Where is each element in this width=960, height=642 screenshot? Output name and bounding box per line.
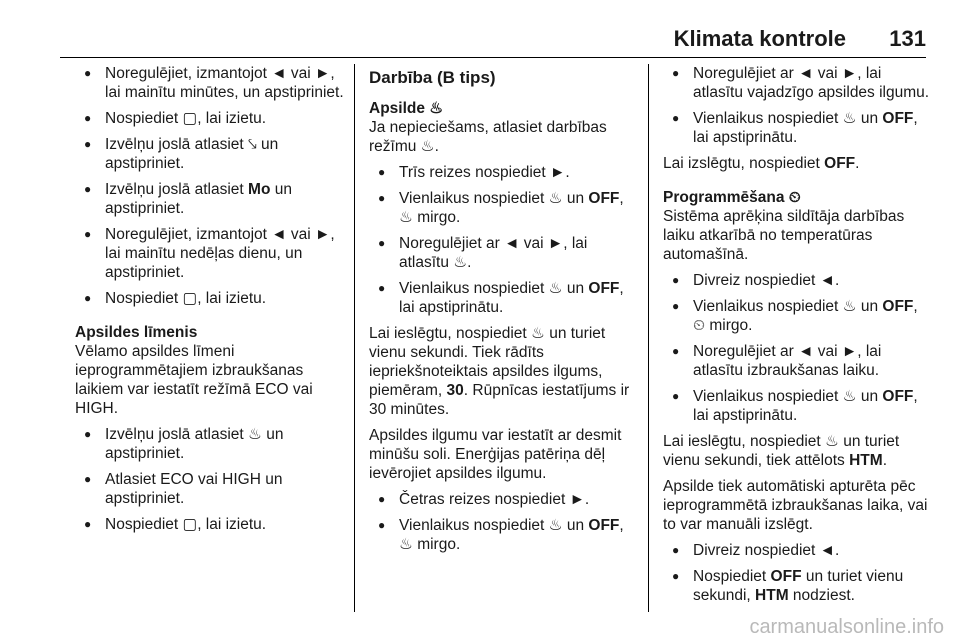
- paragraph: Ja nepieciešams, atlasiet darbības režīmu ♨.: [369, 119, 607, 155]
- column-2: [369, 64, 639, 561]
- header-rule: [60, 57, 926, 58]
- list-item: ● Nospiediet ▢, lai izietu.: [75, 515, 345, 534]
- list-item: ● Noregulējiet ar ◄ vai ►, lai atlasītu izbraukšanas laiku.: [663, 342, 933, 380]
- section-heading-heating: Apsilde ♨: [369, 100, 444, 117]
- paragraph: Lai ieslēgtu, nospiediet ♨ un turiet vienu sekundi. Tiek rādīts iepriekšnoteiktais apsildes ilgums,: [369, 325, 606, 380]
- list-item: ● Noregulējiet, izmantojot ◄ vai ►, lai mainītu minūtes, un apstipriniet.: [75, 64, 345, 102]
- mo-label: Mo: [248, 181, 271, 198]
- list-item: ● Vienlaikus nospiediet ♨ un OFF, lai apstiprinātu.: [663, 109, 933, 147]
- paragraph: Lai izslēgtu, nospiediet OFF.: [663, 155, 860, 172]
- page-number: 131: [889, 26, 926, 51]
- list-item: ● Izvēlņu joslā atlasiet ⤥ un apstipriniet.: [75, 135, 345, 173]
- page-header: [60, 0, 926, 60]
- paragraph: Apsilde tiek automātiski apturēta pēc ieprogrammētā izbraukšanas laika, vai to var manuāli izslēgt.: [663, 478, 928, 533]
- list-item: ● Divreiz nospiediet ◄.: [663, 541, 933, 560]
- list-item: ● Nospiediet ▢, lai izietu.: [75, 109, 345, 128]
- list-item: ● Vienlaikus nospiediet ♨ un OFF, ⏲ mirgo.: [663, 297, 933, 335]
- list-item: ● Izvēlņu joslā atlasiet Mo un apstipriniet.: [75, 180, 345, 218]
- list-item: ● Četras reizes nospiediet ►.: [369, 490, 639, 509]
- section-heading-heating-level: Apsildes līmenis: [75, 324, 198, 341]
- list-item: ● Nospiediet ▢, lai izietu.: [75, 289, 345, 308]
- list-item: ● Trīs reizes nospiediet ►.: [369, 163, 639, 182]
- list-item: ● Vienlaikus nospiediet ♨ un OFF, ♨ mirgo.: [369, 516, 639, 554]
- section-title-operation-b: Darbība (B tips): [369, 68, 496, 87]
- list-item: ● Noregulējiet ar ◄ vai ►, lai atlasītu vajadzīgo apsildes ilgumu.: [663, 64, 933, 102]
- page-title: Klimata kontrole: [673, 26, 846, 51]
- list-item: ● Izvēlņu joslā atlasiet ♨ un apstipriniet.: [75, 425, 345, 463]
- section-heading-programming: Programmēšana ⏲: [663, 189, 801, 206]
- column-1: [75, 64, 345, 541]
- list-item: ● Vienlaikus nospiediet ♨ un OFF, lai apstiprinātu.: [663, 387, 933, 425]
- paragraph: Vēlamo apsildes līmeni ieprogrammētajiem izbraukšanas laikiem var iestatīt režīmā ECO vai HIGH.: [75, 343, 313, 417]
- paragraph: piemēram, 30. Rūpnīcas iestatījums ir 30 minūtes.: [369, 382, 630, 418]
- list-item: ● Vienlaikus nospiediet ♨ un OFF, ♨ mirgo.: [369, 189, 639, 227]
- column-3: [663, 64, 933, 612]
- list-item: ● Noregulējiet, izmantojot ◄ vai ►, lai mainītu nedēļas dienu, un apstipriniet.: [75, 225, 345, 282]
- watermark-text: carmanualsonline.info: [749, 616, 944, 638]
- paragraph: Apsildes ilgumu var iestatīt ar desmit minūšu soli. Enerģijas patēriņa dēļ ievērojiet apsildes ilgumu.: [369, 427, 622, 482]
- column-divider-right: [648, 64, 649, 612]
- paragraph: Lai ieslēgtu, nospiediet ♨ un turiet vienu sekundi, tiek attēlots HTM.: [663, 433, 900, 469]
- list-item: ● Nospiediet OFF un turiet vienu sekundi, HTM nodziest.: [663, 567, 933, 605]
- column-divider-left: [354, 64, 355, 612]
- list-item: ● Atlasiet ECO vai HIGH un apstipriniet.: [75, 470, 345, 508]
- paragraph: Sistēma aprēķina sildītāja darbības laiku atkarībā no temperatūras automašīnā.: [663, 208, 905, 263]
- list-item: ● Vienlaikus nospiediet ♨ un OFF, lai apstiprinātu.: [369, 279, 639, 317]
- list-item: ● Divreiz nospiediet ◄.: [663, 271, 933, 290]
- list-item: ● Noregulējiet ar ◄ vai ►, lai atlasītu ♨.: [369, 234, 639, 272]
